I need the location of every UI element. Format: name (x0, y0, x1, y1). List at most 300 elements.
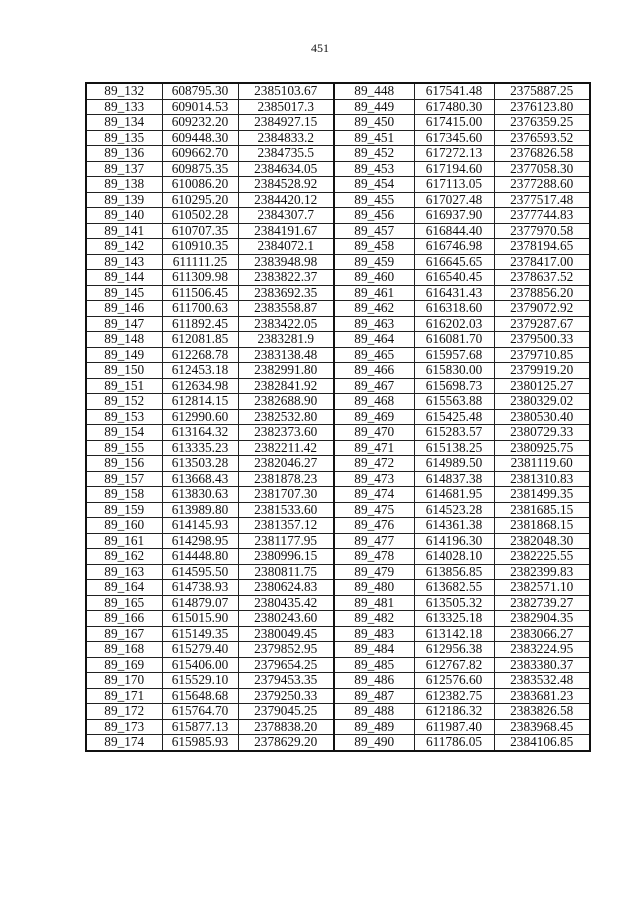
y-coordinate-cell: 2380329.02 (494, 394, 590, 410)
x-coordinate-cell: 615015.90 (162, 611, 238, 627)
y-coordinate-cell: 2380624.83 (238, 580, 334, 596)
y-coordinate-cell: 2383066.27 (494, 626, 590, 642)
table-row (86, 595, 590, 611)
y-coordinate-cell: 2376593.52 (494, 130, 590, 146)
point-id-cell: 89_138 (86, 177, 162, 193)
y-coordinate-cell: 2378838.20 (238, 719, 334, 735)
point-id-cell: 89_146 (86, 301, 162, 317)
x-coordinate-cell: 614028.10 (414, 549, 494, 565)
y-coordinate-cell: 2383826.58 (494, 704, 590, 720)
x-coordinate-cell: 616318.60 (414, 301, 494, 317)
table-row (86, 394, 590, 410)
point-id-cell: 89_147 (86, 316, 162, 332)
table-row (86, 719, 590, 735)
table-row (86, 301, 590, 317)
y-coordinate-cell: 2383681.23 (494, 688, 590, 704)
y-coordinate-cell: 2384735.5 (238, 146, 334, 162)
x-coordinate-cell: 613668.43 (162, 471, 238, 487)
table-row (86, 223, 590, 239)
table-row (86, 99, 590, 115)
point-id-cell: 89_132 (86, 83, 162, 99)
point-id-cell: 89_142 (86, 239, 162, 255)
y-coordinate-cell: 2378856.20 (494, 285, 590, 301)
y-coordinate-cell: 2378629.20 (238, 735, 334, 751)
x-coordinate-cell: 613989.80 (162, 502, 238, 518)
x-coordinate-cell: 613505.32 (414, 595, 494, 611)
y-coordinate-cell: 2379710.85 (494, 347, 590, 363)
point-id-cell: 89_454 (334, 177, 414, 193)
x-coordinate-cell: 616645.65 (414, 254, 494, 270)
point-id-cell: 89_472 (334, 456, 414, 472)
x-coordinate-cell: 610910.35 (162, 239, 238, 255)
y-coordinate-cell: 2383380.37 (494, 657, 590, 673)
table-row (86, 192, 590, 208)
y-coordinate-cell: 2382688.90 (238, 394, 334, 410)
table-row (86, 456, 590, 472)
x-coordinate-cell: 609232.20 (162, 115, 238, 131)
point-id-cell: 89_471 (334, 440, 414, 456)
point-id-cell: 89_168 (86, 642, 162, 658)
x-coordinate-cell: 612576.60 (414, 673, 494, 689)
y-coordinate-cell: 2383224.95 (494, 642, 590, 658)
y-coordinate-cell: 2379072.92 (494, 301, 590, 317)
table-row (86, 626, 590, 642)
x-coordinate-cell: 612634.98 (162, 378, 238, 394)
table-row (86, 704, 590, 720)
y-coordinate-cell: 2382399.83 (494, 564, 590, 580)
table-row (86, 611, 590, 627)
y-coordinate-cell: 2379287.67 (494, 316, 590, 332)
x-coordinate-cell: 613142.18 (414, 626, 494, 642)
x-coordinate-cell: 615529.10 (162, 673, 238, 689)
y-coordinate-cell: 2377288.60 (494, 177, 590, 193)
point-id-cell: 89_464 (334, 332, 414, 348)
y-coordinate-cell: 2382225.55 (494, 549, 590, 565)
x-coordinate-cell: 617415.00 (414, 115, 494, 131)
point-id-cell: 89_484 (334, 642, 414, 658)
coordinates-table-body (86, 83, 590, 751)
y-coordinate-cell: 2384420.12 (238, 192, 334, 208)
point-id-cell: 89_470 (334, 425, 414, 441)
point-id-cell: 89_170 (86, 673, 162, 689)
point-id-cell: 89_485 (334, 657, 414, 673)
x-coordinate-cell: 612956.38 (414, 642, 494, 658)
y-coordinate-cell: 2380243.60 (238, 611, 334, 627)
point-id-cell: 89_475 (334, 502, 414, 518)
x-coordinate-cell: 613503.28 (162, 456, 238, 472)
table-row (86, 440, 590, 456)
point-id-cell: 89_487 (334, 688, 414, 704)
x-coordinate-cell: 608795.30 (162, 83, 238, 99)
coordinates-table (85, 82, 591, 752)
x-coordinate-cell: 615138.25 (414, 440, 494, 456)
y-coordinate-cell: 2384634.05 (238, 161, 334, 177)
point-id-cell: 89_479 (334, 564, 414, 580)
y-coordinate-cell: 2381868.15 (494, 518, 590, 534)
table-row (86, 83, 590, 99)
x-coordinate-cell: 617345.60 (414, 130, 494, 146)
y-coordinate-cell: 2379250.33 (238, 688, 334, 704)
x-coordinate-cell: 613856.85 (414, 564, 494, 580)
table-row (86, 285, 590, 301)
x-coordinate-cell: 616844.40 (414, 223, 494, 239)
table-row (86, 487, 590, 503)
y-coordinate-cell: 2381357.12 (238, 518, 334, 534)
x-coordinate-cell: 614837.38 (414, 471, 494, 487)
y-coordinate-cell: 2376123.80 (494, 99, 590, 115)
x-coordinate-cell: 615425.48 (414, 409, 494, 425)
y-coordinate-cell: 2382571.10 (494, 580, 590, 596)
table-row (86, 378, 590, 394)
point-id-cell: 89_145 (86, 285, 162, 301)
point-id-cell: 89_459 (334, 254, 414, 270)
x-coordinate-cell: 611700.63 (162, 301, 238, 317)
table-row (86, 735, 590, 751)
point-id-cell: 89_466 (334, 363, 414, 379)
point-id-cell: 89_143 (86, 254, 162, 270)
y-coordinate-cell: 2382841.92 (238, 378, 334, 394)
x-coordinate-cell: 617194.60 (414, 161, 494, 177)
y-coordinate-cell: 2377744.83 (494, 208, 590, 224)
table-row (86, 580, 590, 596)
y-coordinate-cell: 2383822.37 (238, 270, 334, 286)
point-id-cell: 89_460 (334, 270, 414, 286)
point-id-cell: 89_473 (334, 471, 414, 487)
x-coordinate-cell: 614196.30 (414, 533, 494, 549)
point-id-cell: 89_462 (334, 301, 414, 317)
x-coordinate-cell: 614448.80 (162, 549, 238, 565)
table-row (86, 316, 590, 332)
x-coordinate-cell: 613682.55 (414, 580, 494, 596)
x-coordinate-cell: 615764.70 (162, 704, 238, 720)
point-id-cell: 89_449 (334, 99, 414, 115)
point-id-cell: 89_474 (334, 487, 414, 503)
x-coordinate-cell: 616431.43 (414, 285, 494, 301)
x-coordinate-cell: 614989.50 (414, 456, 494, 472)
y-coordinate-cell: 2383138.48 (238, 347, 334, 363)
y-coordinate-cell: 2382046.27 (238, 456, 334, 472)
x-coordinate-cell: 615279.40 (162, 642, 238, 658)
y-coordinate-cell: 2382048.30 (494, 533, 590, 549)
point-id-cell: 89_453 (334, 161, 414, 177)
point-id-cell: 89_458 (334, 239, 414, 255)
y-coordinate-cell: 2384528.92 (238, 177, 334, 193)
point-id-cell: 89_163 (86, 564, 162, 580)
table-row (86, 657, 590, 673)
y-coordinate-cell: 2383422.05 (238, 316, 334, 332)
x-coordinate-cell: 616937.90 (414, 208, 494, 224)
y-coordinate-cell: 2383948.98 (238, 254, 334, 270)
table-row (86, 409, 590, 425)
y-coordinate-cell: 2383692.35 (238, 285, 334, 301)
point-id-cell: 89_166 (86, 611, 162, 627)
point-id-cell: 89_480 (334, 580, 414, 596)
point-id-cell: 89_478 (334, 549, 414, 565)
point-id-cell: 89_158 (86, 487, 162, 503)
y-coordinate-cell: 2383281.9 (238, 332, 334, 348)
table-row (86, 363, 590, 379)
point-id-cell: 89_156 (86, 456, 162, 472)
y-coordinate-cell: 2381119.60 (494, 456, 590, 472)
x-coordinate-cell: 614298.95 (162, 533, 238, 549)
point-id-cell: 89_140 (86, 208, 162, 224)
y-coordinate-cell: 2379919.20 (494, 363, 590, 379)
x-coordinate-cell: 612186.32 (414, 704, 494, 720)
point-id-cell: 89_165 (86, 595, 162, 611)
point-id-cell: 89_456 (334, 208, 414, 224)
x-coordinate-cell: 613325.18 (414, 611, 494, 627)
y-coordinate-cell: 2377970.58 (494, 223, 590, 239)
page-number: 451 (311, 41, 329, 55)
x-coordinate-cell: 612453.18 (162, 363, 238, 379)
point-id-cell: 89_173 (86, 719, 162, 735)
table-row (86, 254, 590, 270)
y-coordinate-cell: 2382904.35 (494, 611, 590, 627)
x-coordinate-cell: 613830.63 (162, 487, 238, 503)
y-coordinate-cell: 2381310.83 (494, 471, 590, 487)
table-row (86, 533, 590, 549)
y-coordinate-cell: 2384307.7 (238, 208, 334, 224)
y-coordinate-cell: 2379852.95 (238, 642, 334, 658)
x-coordinate-cell: 612990.60 (162, 409, 238, 425)
x-coordinate-cell: 614145.93 (162, 518, 238, 534)
x-coordinate-cell: 612268.78 (162, 347, 238, 363)
point-id-cell: 89_153 (86, 409, 162, 425)
x-coordinate-cell: 611309.98 (162, 270, 238, 286)
table-row (86, 177, 590, 193)
point-id-cell: 89_455 (334, 192, 414, 208)
point-id-cell: 89_150 (86, 363, 162, 379)
x-coordinate-cell: 616540.45 (414, 270, 494, 286)
point-id-cell: 89_489 (334, 719, 414, 735)
x-coordinate-cell: 614361.38 (414, 518, 494, 534)
point-id-cell: 89_161 (86, 533, 162, 549)
y-coordinate-cell: 2379045.25 (238, 704, 334, 720)
x-coordinate-cell: 610707.35 (162, 223, 238, 239)
point-id-cell: 89_486 (334, 673, 414, 689)
x-coordinate-cell: 615830.00 (414, 363, 494, 379)
x-coordinate-cell: 613335.23 (162, 440, 238, 456)
point-id-cell: 89_450 (334, 115, 414, 131)
point-id-cell: 89_477 (334, 533, 414, 549)
point-id-cell: 89_482 (334, 611, 414, 627)
y-coordinate-cell: 2378194.65 (494, 239, 590, 255)
y-coordinate-cell: 2375887.25 (494, 83, 590, 99)
x-coordinate-cell: 610502.28 (162, 208, 238, 224)
point-id-cell: 89_141 (86, 223, 162, 239)
x-coordinate-cell: 609448.30 (162, 130, 238, 146)
table-row (86, 208, 590, 224)
x-coordinate-cell: 615698.73 (414, 378, 494, 394)
x-coordinate-cell: 615985.93 (162, 735, 238, 751)
y-coordinate-cell: 2381177.95 (238, 533, 334, 549)
y-coordinate-cell: 2380435.42 (238, 595, 334, 611)
table-row (86, 425, 590, 441)
point-id-cell: 89_133 (86, 99, 162, 115)
point-id-cell: 89_136 (86, 146, 162, 162)
x-coordinate-cell: 612081.85 (162, 332, 238, 348)
point-id-cell: 89_448 (334, 83, 414, 99)
point-id-cell: 89_469 (334, 409, 414, 425)
y-coordinate-cell: 2380049.45 (238, 626, 334, 642)
y-coordinate-cell: 2380729.33 (494, 425, 590, 441)
x-coordinate-cell: 617541.48 (414, 83, 494, 99)
y-coordinate-cell: 2381878.23 (238, 471, 334, 487)
x-coordinate-cell: 616202.03 (414, 316, 494, 332)
point-id-cell: 89_167 (86, 626, 162, 642)
point-id-cell: 89_160 (86, 518, 162, 534)
table-row (86, 130, 590, 146)
y-coordinate-cell: 2382739.27 (494, 595, 590, 611)
y-coordinate-cell: 2381707.30 (238, 487, 334, 503)
point-id-cell: 89_169 (86, 657, 162, 673)
y-coordinate-cell: 2384927.15 (238, 115, 334, 131)
x-coordinate-cell: 611506.45 (162, 285, 238, 301)
x-coordinate-cell: 612382.75 (414, 688, 494, 704)
x-coordinate-cell: 617480.30 (414, 99, 494, 115)
point-id-cell: 89_152 (86, 394, 162, 410)
x-coordinate-cell: 614523.28 (414, 502, 494, 518)
y-coordinate-cell: 2377517.48 (494, 192, 590, 208)
point-id-cell: 89_155 (86, 440, 162, 456)
x-coordinate-cell: 609662.70 (162, 146, 238, 162)
table-row (86, 347, 590, 363)
x-coordinate-cell: 616746.98 (414, 239, 494, 255)
x-coordinate-cell: 609014.53 (162, 99, 238, 115)
table-row (86, 564, 590, 580)
x-coordinate-cell: 617113.05 (414, 177, 494, 193)
point-id-cell: 89_481 (334, 595, 414, 611)
y-coordinate-cell: 2381533.60 (238, 502, 334, 518)
x-coordinate-cell: 614738.93 (162, 580, 238, 596)
y-coordinate-cell: 2384072.1 (238, 239, 334, 255)
point-id-cell: 89_134 (86, 115, 162, 131)
point-id-cell: 89_157 (86, 471, 162, 487)
x-coordinate-cell: 615283.57 (414, 425, 494, 441)
y-coordinate-cell: 2384191.67 (238, 223, 334, 239)
table-row (86, 642, 590, 658)
y-coordinate-cell: 2380925.75 (494, 440, 590, 456)
x-coordinate-cell: 616081.70 (414, 332, 494, 348)
x-coordinate-cell: 615957.68 (414, 347, 494, 363)
point-id-cell: 89_159 (86, 502, 162, 518)
y-coordinate-cell: 2382211.42 (238, 440, 334, 456)
table-row (86, 161, 590, 177)
point-id-cell: 89_490 (334, 735, 414, 751)
point-id-cell: 89_172 (86, 704, 162, 720)
x-coordinate-cell: 610086.20 (162, 177, 238, 193)
x-coordinate-cell: 610295.20 (162, 192, 238, 208)
x-coordinate-cell: 615648.68 (162, 688, 238, 704)
point-id-cell: 89_149 (86, 347, 162, 363)
table-row (86, 549, 590, 565)
x-coordinate-cell: 614595.50 (162, 564, 238, 580)
x-coordinate-cell: 611111.25 (162, 254, 238, 270)
table-row (86, 673, 590, 689)
point-id-cell: 89_483 (334, 626, 414, 642)
table-row (86, 146, 590, 162)
y-coordinate-cell: 2379453.35 (238, 673, 334, 689)
y-coordinate-cell: 2380996.15 (238, 549, 334, 565)
table-row (86, 270, 590, 286)
y-coordinate-cell: 2385017.3 (238, 99, 334, 115)
point-id-cell: 89_467 (334, 378, 414, 394)
y-coordinate-cell: 2383532.48 (494, 673, 590, 689)
y-coordinate-cell: 2382373.60 (238, 425, 334, 441)
x-coordinate-cell: 612814.15 (162, 394, 238, 410)
x-coordinate-cell: 611987.40 (414, 719, 494, 735)
y-coordinate-cell: 2384106.85 (494, 735, 590, 751)
point-id-cell: 89_151 (86, 378, 162, 394)
point-id-cell: 89_452 (334, 146, 414, 162)
y-coordinate-cell: 2382991.80 (238, 363, 334, 379)
point-id-cell: 89_488 (334, 704, 414, 720)
y-coordinate-cell: 2382532.80 (238, 409, 334, 425)
point-id-cell: 89_135 (86, 130, 162, 146)
y-coordinate-cell: 2381685.15 (494, 502, 590, 518)
y-coordinate-cell: 2383558.87 (238, 301, 334, 317)
y-coordinate-cell: 2383968.45 (494, 719, 590, 735)
point-id-cell: 89_148 (86, 332, 162, 348)
point-id-cell: 89_457 (334, 223, 414, 239)
point-id-cell: 89_174 (86, 735, 162, 751)
x-coordinate-cell: 614879.07 (162, 595, 238, 611)
point-id-cell: 89_144 (86, 270, 162, 286)
point-id-cell: 89_465 (334, 347, 414, 363)
y-coordinate-cell: 2379500.33 (494, 332, 590, 348)
table-row (86, 332, 590, 348)
table-row (86, 518, 590, 534)
x-coordinate-cell: 615563.88 (414, 394, 494, 410)
point-id-cell: 89_171 (86, 688, 162, 704)
x-coordinate-cell: 615877.13 (162, 719, 238, 735)
y-coordinate-cell: 2378417.00 (494, 254, 590, 270)
table-row (86, 115, 590, 131)
point-id-cell: 89_451 (334, 130, 414, 146)
table-row (86, 502, 590, 518)
table-row (86, 471, 590, 487)
y-coordinate-cell: 2380530.40 (494, 409, 590, 425)
y-coordinate-cell: 2377058.30 (494, 161, 590, 177)
y-coordinate-cell: 2384833.2 (238, 130, 334, 146)
point-id-cell: 89_164 (86, 580, 162, 596)
x-coordinate-cell: 609875.35 (162, 161, 238, 177)
table-row (86, 239, 590, 255)
point-id-cell: 89_468 (334, 394, 414, 410)
point-id-cell: 89_139 (86, 192, 162, 208)
x-coordinate-cell: 614681.95 (414, 487, 494, 503)
y-coordinate-cell: 2376826.58 (494, 146, 590, 162)
x-coordinate-cell: 617272.13 (414, 146, 494, 162)
point-id-cell: 89_476 (334, 518, 414, 534)
y-coordinate-cell: 2380125.27 (494, 378, 590, 394)
y-coordinate-cell: 2378637.52 (494, 270, 590, 286)
y-coordinate-cell: 2380811.75 (238, 564, 334, 580)
x-coordinate-cell: 613164.32 (162, 425, 238, 441)
y-coordinate-cell: 2379654.25 (238, 657, 334, 673)
x-coordinate-cell: 611892.45 (162, 316, 238, 332)
point-id-cell: 89_137 (86, 161, 162, 177)
point-id-cell: 89_154 (86, 425, 162, 441)
x-coordinate-cell: 611786.05 (414, 735, 494, 751)
y-coordinate-cell: 2376359.25 (494, 115, 590, 131)
y-coordinate-cell: 2385103.67 (238, 83, 334, 99)
x-coordinate-cell: 615149.35 (162, 626, 238, 642)
y-coordinate-cell: 2381499.35 (494, 487, 590, 503)
point-id-cell: 89_461 (334, 285, 414, 301)
x-coordinate-cell: 617027.48 (414, 192, 494, 208)
x-coordinate-cell: 612767.82 (414, 657, 494, 673)
